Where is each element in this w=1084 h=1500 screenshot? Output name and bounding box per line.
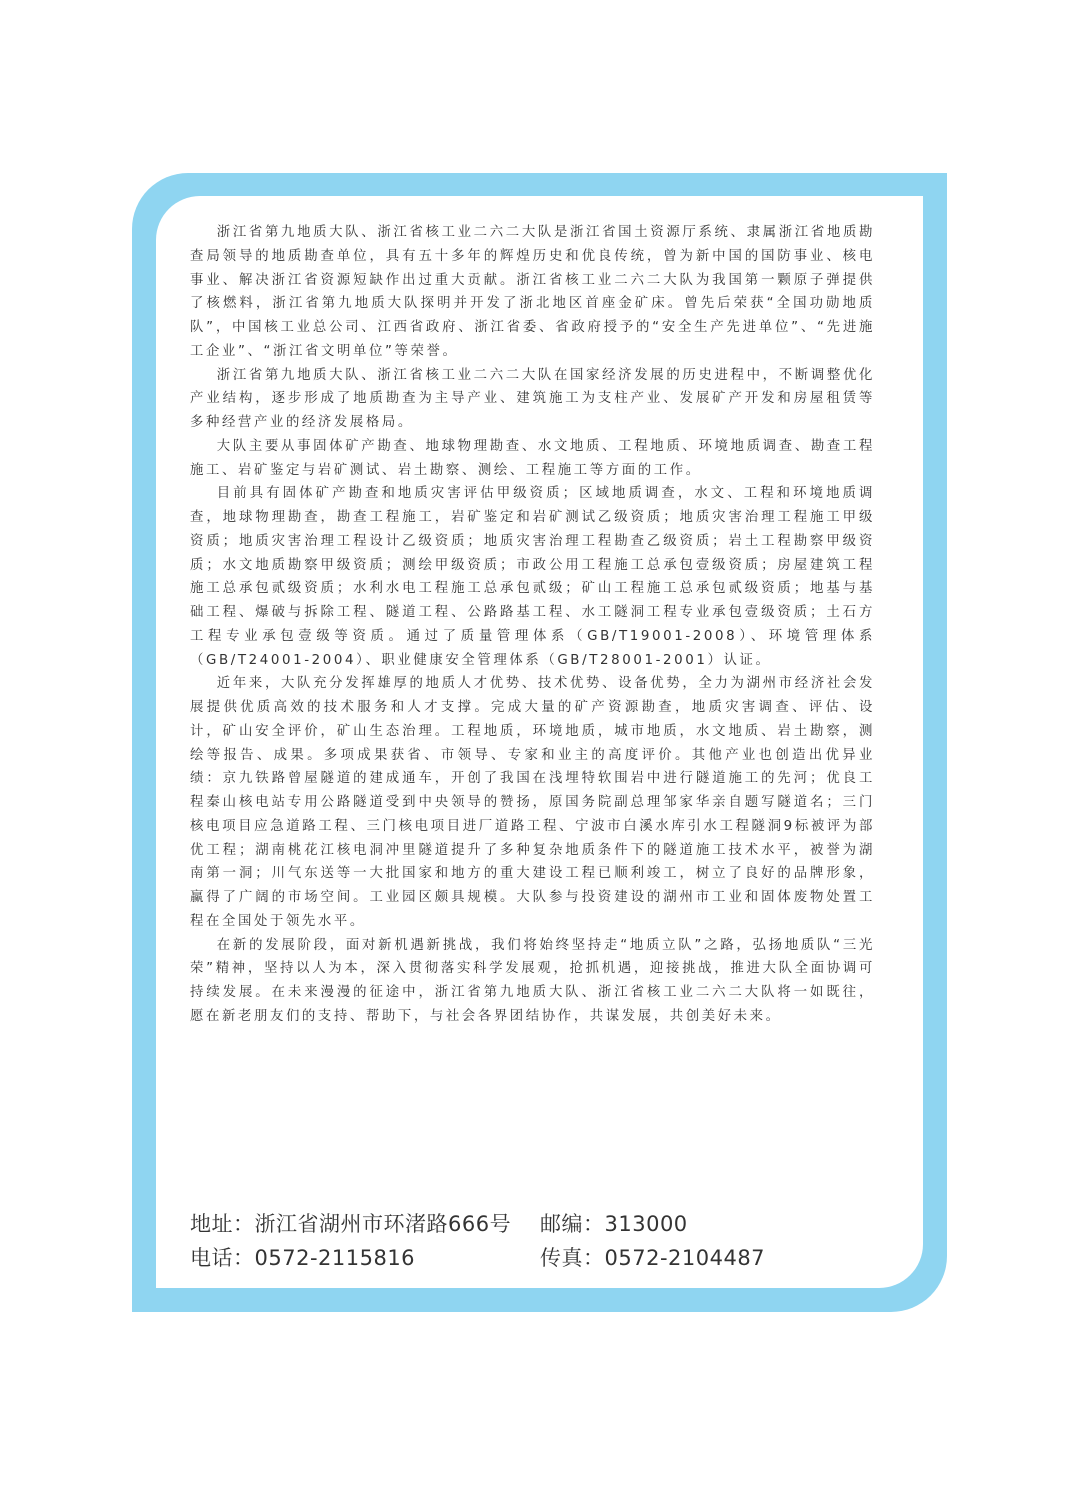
- paragraph-main-business: 大队主要从事固体矿产勘查、地球物理勘查、水文地质、工程地质、环境地质调查、勘查工程施工、岩矿鉴定与岩矿测试、岩土勘察、测绘、工程施工等方面的工作。: [190, 438, 875, 478]
- contact-info: [190, 1207, 890, 1275]
- fax-text: 传真：0572-2104487: [540, 1246, 766, 1270]
- paragraph-achievements: 近年来，大队充分发挥雄厚的地质人才优势、技术优势、设备优势，全力为湖州市经济社会发展提供优质高效的技术服务和人才支撑。完成大量的矿产资源勘查，地质灾害调查、评估、设计，矿山安全评价，矿山生态治理。工程地质，环境地质，城市地质，水文地质、岩土勘察，测绘等报告、成果。多项成果获省、市领导、专家和业主的高度评价。其他产业也创造出优异业绩：京九铁路曾屋隧道的建成通车，开创了我国在浅埋特软围岩中进行隧道施工的先河；优良工程秦山核电站专用公路隧道受到中央领导的赞扬，原国务院副总理邹家华亲自题写隧道名；三门核电项目应急道路工程、三门核电项目进厂道路工程、宁波市白溪水库引水工程隧洞9标被评为部优工程；湖南桃花江核电洞冲里隧道提升了多种复杂地质条件下的隧道施工技术水平，被誉为湖南第一洞；川气东送等一大批国家和地方的重大建设工程已顺利竣工，树立了良好的品牌形象，赢得了广阔的市场空间。工业园区颇具规模。大队参与投资建设的湖州市工业和固体废物处置工程在全国处于领先水平。: [190, 676, 875, 929]
- paragraph-industry-structure: 浙江省第九地质大队、浙江省核工业二六二大队在国家经济发展的历史进程中，不断调整优化产业结构，逐步形成了地质勘查为主导产业、建筑施工为支柱产业、发展矿产开发和房屋租赁等多种经营产业的经济发展格局。: [190, 367, 875, 430]
- contact-row-phone: [190, 1241, 890, 1275]
- paragraph-history: 浙江省第九地质大队、浙江省核工业二六二大队是浙江省国土资源厅系统、隶属浙江省地质勘查局领导的地质勘查单位，具有五十多年的辉煌历史和优良传统，曾为新中国的国防事业、核电事业、解决浙江省资源短缺作出过重大贡献。浙江省核工业二六二大队为我国第一颗原子弹提供了核燃料，浙江省第九地质大队探明并开发了浙北地区首座金矿床。曾先后荣获“全国功勋地质队”，中国核工业总公司、江西省政府、浙江省委、省政府授予的“安全生产先进单位”、“先进施工企业”、“浙江省文明单位”等荣誉。: [190, 225, 875, 359]
- postcode-text: 邮编：313000: [540, 1212, 688, 1236]
- phone-text: 电话：0572-2115816: [190, 1246, 416, 1270]
- body-text: [190, 221, 875, 1029]
- address-text: 地址：浙江省湖州市环渚路666号: [190, 1212, 512, 1236]
- paragraph-qualifications: 目前具有固体矿产勘查和地质灾害评估甲级资质；区域地质调查，水文、工程和环境地质调查，地球物理勘查，勘查工程施工，岩矿鉴定和岩矿测试乙级资质；地质灾害治理工程施工甲级资质；地质灾害治理工程设计乙级资质；地质灾害治理工程勘查乙级资质；岩土工程勘察甲级资质；水文地质勘察甲级资质；测绘甲级资质；市政公用工程施工总承包壹级资质；房屋建筑工程施工总承包贰级资质；水利水电工程施工总承包贰级；矿山工程施工总承包贰级资质；地基与基础工程、爆破与拆除工程、隧道工程、公路路基工程、水工隧洞工程专业承包壹级资质；土石方工程专业承包壹级等资质。通过了质量管理体系（GB/T19001-2008）、环境管理体系（GB/T24001-2004）、职业健康安全管理体系（GB/T28001-2001）认证。: [190, 486, 875, 668]
- contact-row-address: [190, 1207, 890, 1241]
- paragraph-outlook: 在新的发展阶段，面对新机遇新挑战，我们将始终坚持走“地质立队”之路，弘扬地质队“三光荣”精神，坚持以人为本，深入贯彻落实科学发展观，抢抓机遇，迎接挑战，推进大队全面协调可持续发展。在未来漫漫的征途中，浙江省第九地质大队、浙江省核工业二六二大队将一如既往，愿在新老朋友们的支持、帮助下，与社会各界团结协作，共谋发展，共创美好未来。: [190, 937, 875, 1024]
